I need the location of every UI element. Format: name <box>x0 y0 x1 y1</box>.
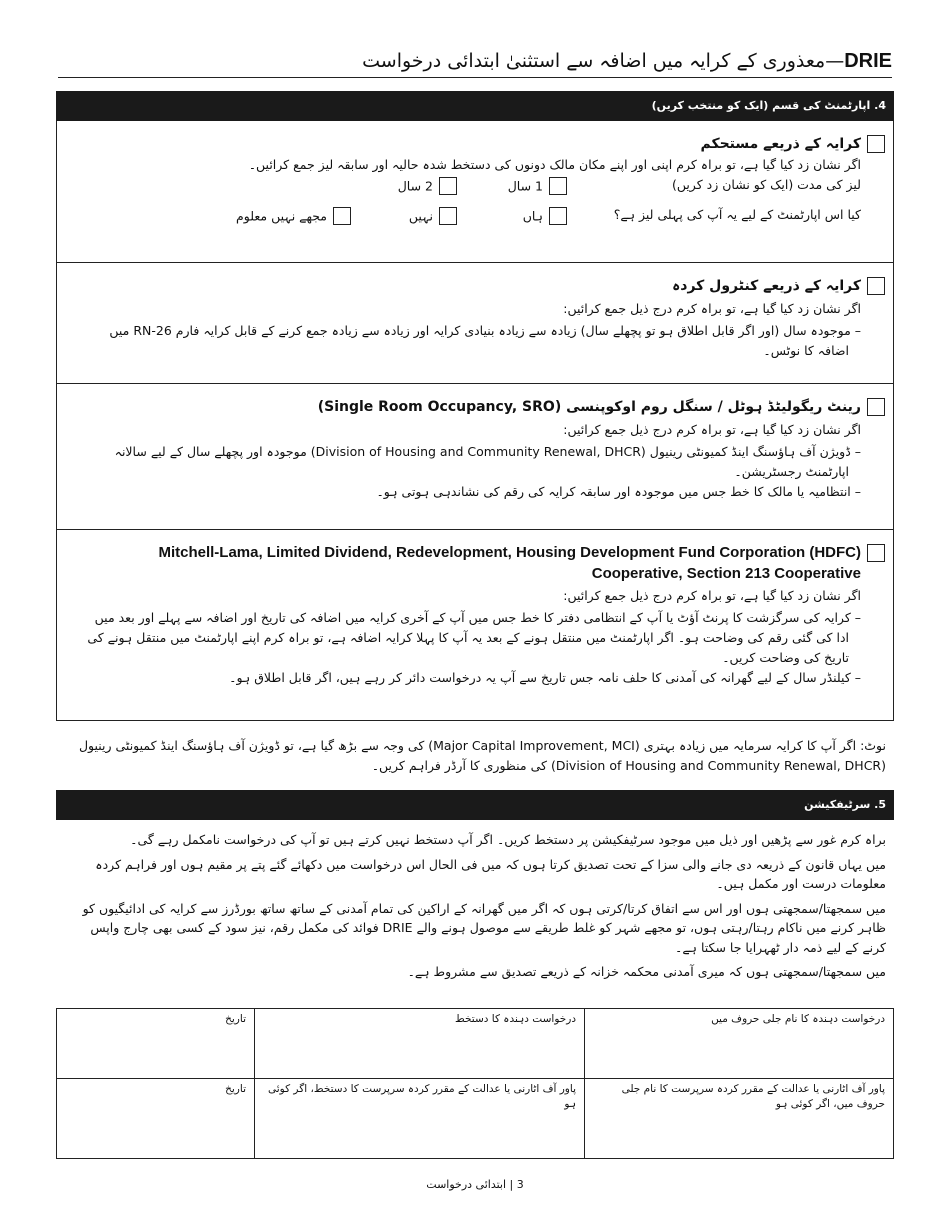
certification-p2: میں یہاں قانون کے ذریعہ دی جانے والی سزا کے تحت تصدیق کرتا ہوں کہ میں فی الحال اس درخواست میں دکھائے گئے پتے پر مقیم ہوں اور فراہم کردہ معلومات درست اور مکمل ہیں۔ <box>95 856 886 891</box>
lease-2yr-option[interactable]: 2 سال <box>398 177 457 195</box>
lease-term-row <box>87 175 885 205</box>
lease-1yr-option[interactable]: 1 سال <box>508 177 567 195</box>
first-lease-label: کیا اس اپارٹمنٹ کے لیے یہ آپ کی پہلی لیز ہے؟ <box>613 207 861 222</box>
rent-controlled-instruction: اگر نشان زد کیا گیا ہے، تو براہ کرم درج ذیل جمع کرائیں: <box>563 301 861 316</box>
poa-signature-field[interactable]: پاور آف اٹارنی یا عدالت کے مقرر کردہ سرپرست کا دستخط، اگر کوئی ہو <box>255 1079 585 1159</box>
mitchell-lama-checkbox[interactable] <box>867 544 885 562</box>
poa-name-field[interactable]: پاور آف اٹارنی یا عدالت کے مقرر کردہ سرپرست کا نام جلی حروف میں، اگر کوئی ہو <box>585 1079 894 1159</box>
lease-term-label: لیز کی مدت (ایک کو نشان زد کریں) <box>671 177 861 192</box>
rent-stabilized-instruction: اگر نشان زد کیا گیا ہے، تو براہ کرم اپنی اور اپنے مکان مالک دونوں کی دستخط شدہ حالیہ اور سابقہ لیز جمع کرائیں۔ <box>248 157 861 172</box>
yes-option[interactable]: ہاں <box>523 207 567 225</box>
page-footer <box>0 1178 950 1191</box>
mci-note: نوٹ: اگر آپ کا کرایہ سرمایہ میں زیادہ بہتری (Major Capital Improvement, MCI) کی وجہ سے بڑھ گیا ہے، تو ڈویژن آف ہاؤسنگ اینڈ کمیونٹی رینیول (Division of Housing and Community Renewal, DHCR) کی منظوری کا آرڈر فراہم کریں۔ <box>78 738 886 773</box>
sro-instruction: اگر نشان زد کیا گیا ہے، تو براہ کرم درج ذیل جمع کرائیں: <box>563 422 861 437</box>
certification-p3: میں سمجھتا/سمجھتی ہوں اور اس سے اتفاق کرتا/کرتی ہوں کہ اگر میں گھرانہ کے اراکین کی تمام آمدنی کے ساتھ ساتھ بورڈرز سے کرایہ کی ادائیگیوں کو ظاہر کرنے میں ناکام رہتا/رہتی ہوں، تو مجھے شہر کو غلط طریقے سے موصول ہونے والے DRIE فوائد کی مکمل رقم، نیز سود کے کسی بھی چارج واپس کرنے کے لیے ذمہ دار ٹھہرایا جا سکتا ہے۔ <box>82 900 886 955</box>
brand-label: DRIE <box>844 50 892 72</box>
certification-text <box>56 830 894 987</box>
section-4-box <box>56 121 894 721</box>
sro-bullet-1: – ڈویژن آف ہاؤسنگ اینڈ کمیونٹی رینیول (Division of Housing and Community Renewal, DHCR) موجودہ اور پچھلے سال کے لیے سالانہ اپارٹمنٹ رجسٹریشن۔ <box>114 444 861 479</box>
applicant-name-field[interactable]: درخواست دہندہ کا نام جلی حروف میں <box>585 1009 894 1079</box>
dont-know-option[interactable]: مجھے نہیں معلوم <box>236 207 351 225</box>
block-rent-stabilized <box>57 121 893 263</box>
rent-stabilized-checkbox[interactable] <box>867 135 885 153</box>
footer-separator: | <box>506 1178 517 1191</box>
rent-controlled-title: کرایہ کے ذریعے کنٹرول کردہ <box>672 278 861 294</box>
sro-bullet-2: – انتظامیہ یا مالک کا خط جس میں موجودہ اور سابقہ کرایہ کی رقم کی نشاندہی ہوتی ہو۔ <box>376 484 861 499</box>
yes-checkbox[interactable] <box>549 207 567 225</box>
title-text: —معذوری کے کرایہ میں اضافہ سے استثنیٰ ابتدائی درخواست <box>362 50 845 72</box>
page-number: 3 <box>516 1178 524 1191</box>
sro-title: رینٹ ریگولیٹڈ ہوٹل / سنگل روم اوکوپنسی (Single Room Occupancy, SRO) <box>317 399 861 415</box>
lease-2yr-checkbox[interactable] <box>439 177 457 195</box>
rent-controlled-bullet-1: – موجودہ سال (اور اگر قابل اطلاق ہو تو پچھلے سال) زیادہ سے زیادہ بنیادی کرایہ اور زیادہ سے زیادہ جمع کرنے کے قابل کرایہ فارم RN-26 میں اضافہ کا نوٹس۔ <box>109 323 861 358</box>
section-4-header: 4. اپارٹمنٹ کی قسم (ایک کو منتخب کریں) <box>56 91 894 121</box>
sro-checkbox[interactable] <box>867 398 885 416</box>
mitchell-lama-instruction: اگر نشان زد کیا گیا ہے، تو براہ کرم درج ذیل جمع کرائیں: <box>563 588 861 603</box>
applicant-signature-field[interactable]: درخواست دہندہ کا دستخط <box>255 1009 585 1079</box>
lease-1yr-checkbox[interactable] <box>549 177 567 195</box>
mitchell-lama-title: Mitchell-Lama, Limited Dividend, Redevelopment, Housing Development Fund Corporation (HDFC) Cooperative, Section 213 Cooperative <box>158 544 861 582</box>
mitchell-lama-bullet-2: – کیلنڈر سال کے لیے گھرانہ کی آمدنی کا حلف نامہ جس تاریخ سے آپ یہ درخواست دائر کر رہے ہیں، اگر قابل اطلاق ہو۔ <box>229 670 861 685</box>
certification-p1: براہ کرم غور سے پڑھیں اور ذیل میں موجود سرٹیفکیشن پر دستخط کریں۔ اگر آپ دستخط نہیں کرتے ہیں تو آپ کی درخواست نامکمل رہے گی۔ <box>130 832 886 847</box>
signature-table <box>56 1008 894 1159</box>
date-field-2[interactable]: تاریخ <box>57 1079 255 1159</box>
page-title <box>58 46 892 78</box>
no-checkbox[interactable] <box>439 207 457 225</box>
date-field-1[interactable]: تاریخ <box>57 1009 255 1079</box>
block-mitchell-lama <box>57 530 893 721</box>
certification-p4: میں سمجھتا/سمجھتی ہوں کہ میری آمدنی محکمہ خزانہ کے ذریعے تصدیق سے مشروط ہے۔ <box>407 964 886 979</box>
first-lease-row <box>87 205 885 235</box>
rent-stabilized-title: کرایہ کے ذریعے مستحکم <box>700 136 861 152</box>
block-rent-controlled <box>57 263 893 384</box>
no-option[interactable]: نہیں <box>409 207 457 225</box>
section-5-header: 5. سرٹیفکیشن <box>56 790 894 820</box>
dont-know-checkbox[interactable] <box>333 207 351 225</box>
rent-controlled-checkbox[interactable] <box>867 277 885 295</box>
block-sro <box>57 384 893 530</box>
mitchell-lama-bullet-1: – کرایہ کی سرگزشت کا پرنٹ آؤٹ یا آپ کے انتظامی دفتر کا خط جس میں آپ کے آخری کرایہ میں اضافہ کی تاریخ اور اضافہ سے پہلے اور بعد میں ادا کی گئی رقم کی وضاحت ہو۔ اگر اپارٹمنٹ میں منتقل ہونے کے بعد یہ آپ کا پہلا کرایہ اضافہ ہے، تو براہ کرم اپنے اپارٹمنٹ میں منتقل ہونے کی تاریخ کی وضاحت کریں۔ <box>87 610 861 665</box>
footer-label: ابتدائی درخواست <box>426 1178 507 1191</box>
